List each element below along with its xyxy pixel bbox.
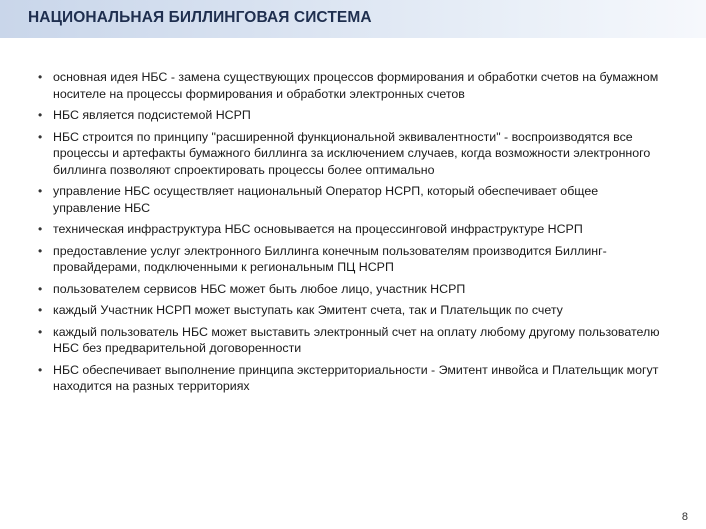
bullet-icon: • <box>38 243 43 258</box>
bullet-text: НБС является подсистемой НСРП <box>53 108 251 122</box>
bullet-icon: • <box>38 222 43 236</box>
bullet-text: пользователем сервисов НБС может быть любое лицо, участник НСРП <box>53 281 466 296</box>
bullet-item <box>38 362 668 395</box>
bullet-text: предоставление услуг электронного Биллинга конечным пользователям производится Биллинг-провайдерами, подключенными к региональным ПЦ НСРП <box>53 243 607 274</box>
bullet-item <box>38 221 668 238</box>
bullet-text: управление НБС осуществляет национальный Оператор НСРП, который обеспечивает общее управление НБС <box>53 184 599 215</box>
bullet-icon: • <box>38 184 43 198</box>
bullet-icon: • <box>38 129 43 144</box>
bullet-text: каждый пользователь НБС может выставить электронный счет на оплату любому другому пользователю НБС без предварительной договоренности <box>53 324 660 355</box>
bullet-item <box>38 183 668 216</box>
bullet-item <box>38 107 668 124</box>
bullet-item <box>38 302 668 319</box>
bullet-icon: • <box>38 324 43 339</box>
bullet-list <box>38 69 668 400</box>
bullet-item <box>38 129 668 179</box>
bullet-icon: • <box>38 108 43 122</box>
page-number: 8 <box>681 511 688 523</box>
bullet-item <box>38 281 668 298</box>
slide-title: НАЦИОНАЛЬНАЯ БИЛЛИНГОВАЯ СИСТЕМА <box>28 9 372 26</box>
bullet-item <box>38 243 668 276</box>
bullet-text: основная идея НБС - замена существующих процессов формирования и обработки счетов на бумажном носителе на процессы формирования и обработки электронных счетов <box>53 70 659 101</box>
bullet-icon: • <box>38 281 43 296</box>
bullet-item <box>38 69 668 102</box>
bullet-icon: • <box>38 362 43 377</box>
bullet-text: техническая инфраструктура НБС основывается на процессинговой инфраструктуре НСРП <box>53 222 583 236</box>
bullet-item <box>38 324 668 357</box>
bullet-icon: • <box>38 303 43 317</box>
bullet-text: НБС строится по принципу "расширенной функциональной эквивалентности" - воспроизводятся все процессы и артефакты бумажного биллинга за исключением случаев, когда возможности электронного биллинга позволяют спроектировать процессы более оптимально <box>53 129 651 177</box>
bullet-icon: • <box>38 70 43 84</box>
bullet-text: каждый Участник НСРП может выступать как Эмитент счета, так и Плательщик по счету <box>53 303 563 317</box>
bullet-text: НБС обеспечивает выполнение принципа экстерриториальности - Эмитент инвойса и Плательщик могут находится на разных территориях <box>53 362 659 393</box>
